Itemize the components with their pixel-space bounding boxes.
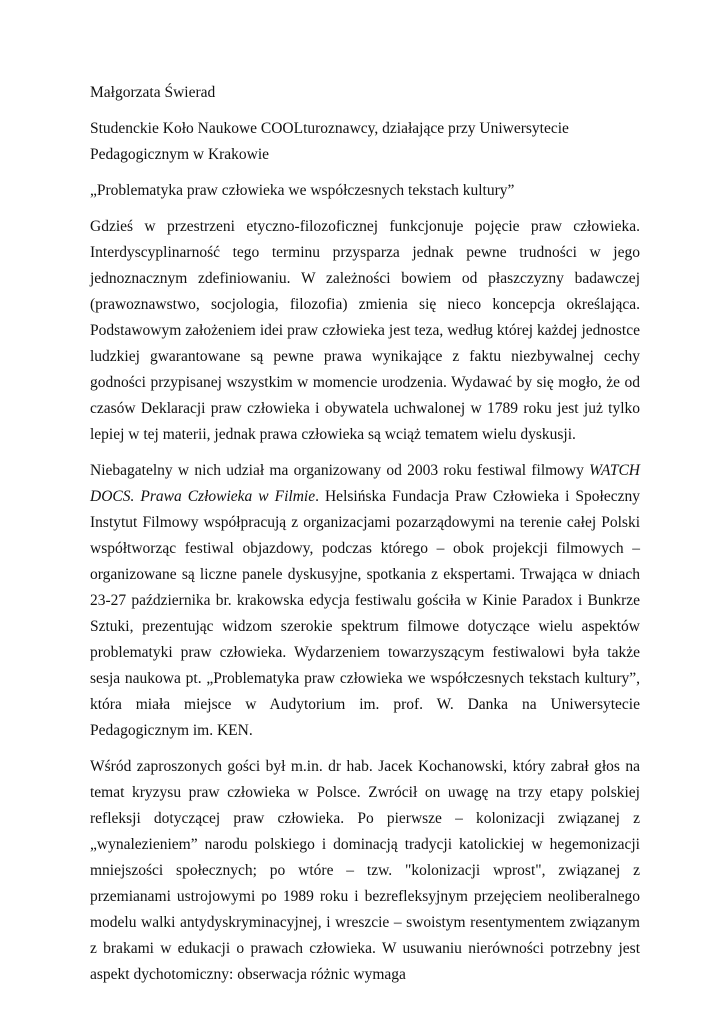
author-name: Małgorzata Świerad — [90, 84, 216, 101]
document-page — [90, 80, 640, 998]
festival-intro-text: Niebagatelny w nich udział ma organizowany od 2003 roku festiwal filmowy — [90, 462, 590, 479]
paragraph-guests: Wśród zaproszonych gości był m.in. dr hab. Jacek Kochanowski, który zabrał głos na temat kryzysu praw człowieka w Polsce. Zwrócił on uwagę na trzy etapy polskiej refleksji dotyczącej praw człowieka. Po pierwsze – kolonizacji związanej z „wynalezieniem” narodu polskiego i dominacją tradycji katolickiej w hegemonizacji mniejszości społecznych; po wtóre – tzw. "kolonizacji wprost", związanej z przemianami ustrojowymi po 1989 roku i bezrefleksyjnym przejęciem neoliberalnego modelu walki antydyskryminacyjnej, i wreszcie – swoistym resentymentem związanym z brakami w edukacji o prawach człowieka. W usuwaniu nierówności potrzebny jest aspekt dychotomiczny: obserwacja różnic wymaga — [90, 758, 640, 983]
paragraph-festival — [90, 458, 640, 744]
festival-rest-text: . Helsińska Fundacja Praw Człowieka i Społeczny Instytut Filmowy współpracują z organizacjami pozarządowymi na terenie całej Polski współtworząc festiwal objazdowy, podczas którego – obok projekcji filmowych – organizowane są liczne panele dyskusyjne, spotkania z ekspertami. Trwająca w dniach 23-27 października br. krakowska edycja festiwalu gościła w Kinie Paradox i Bunkrze Sztuki, prezentując widzom szerokie spektrum filmowe dotyczące wielu aspektów problematyki praw człowieka. Wydarzeniem towarzyszącym festiwalowi była także sesja naukowa pt. „Problematyka praw człowieka we współczesnych tekstach kultury”, która miała miejsce w Audytorium im. prof. W. Danka na Uniwersytecie Pedagogicznym im. KEN. — [90, 488, 640, 739]
session-title: „Problematyka praw człowieka we współczesnych tekstach kultury” — [90, 182, 515, 199]
paragraph-intro: Gdzieś w przestrzeni etyczno-filozoficznej funkcjonuje pojęcie praw człowieka. Interdyscyplinarność tego terminu przysparza jednak pewne trudności w jego jednoznacznym zdefiniowaniu. W zależności bowiem od płaszczyzny badawczej (prawoznawstwo, socjologia, filozofia) zmienia się nieco koncepcja określająca. Podstawowym założeniem idei praw człowieka jest teza, według której każdej jednostce ludzkiej gwarantowane są pewne prawa wynikające z faktu niezbywalnej cechy godności przypisanej wszystkim w momencie urodzenia. Wydawać by się mogło, że od czasów Deklaracji praw człowieka i obywatela uchwalonej w 1789 roku jest już tylko lepiej w tej materii, jednak prawa człowieka są wciąż tematem wielu dyskusji. — [90, 218, 640, 443]
festival-name: WATCH DOCS. Prawa Człowieka w Filmie — [90, 462, 640, 505]
organization-name: Studenckie Koło Naukowe COOLturoznawcy, działające przy Uniwersytecie Pedagogicznym w Krakowie — [90, 120, 569, 163]
